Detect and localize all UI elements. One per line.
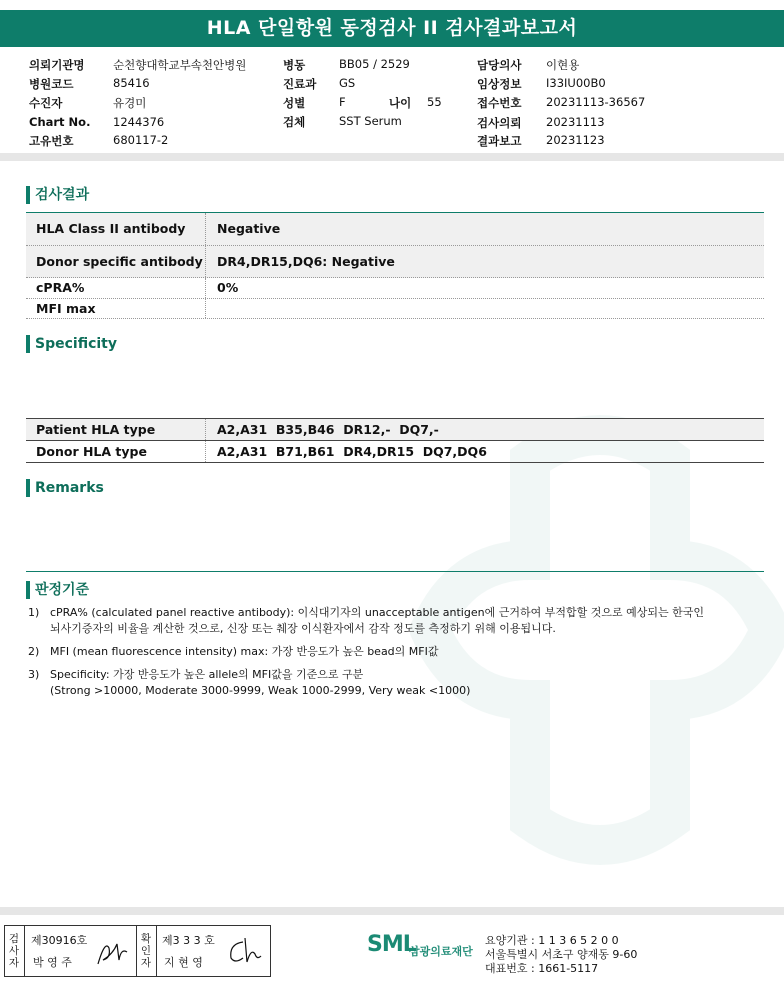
result-label: MFI max [26,299,206,318]
info-label: 성별 [283,96,306,110]
info-value: 이현용 [546,58,580,72]
remarks-heading: Remarks [26,479,104,497]
result-value: DR4,DR15,DQ6: Negative [217,254,395,269]
org-name: 삼광의료재단 [409,945,473,958]
info-label: 의뢰기관명 [29,58,85,72]
info-value: SST Serum [339,114,402,128]
result-label: Donor specific antibody [26,246,206,277]
criteria-text: (Strong >10000, Moderate 3000-9999, Weak 1000-2999, Very weak <1000) [50,684,471,697]
info-value: 85416 [113,76,150,90]
age-value: 55 [427,95,442,109]
divider [24,926,25,976]
criteria-text: MFI (mean fluorescence intensity) max: 가장 반응도가 높은 bead의 MFI값 [50,645,439,658]
hla-value: A2,A31 B35,B46 DR12,- DQ7,- [217,422,439,437]
info-value: 20231113 [546,115,605,129]
examiner-license: 제30916호 [31,934,88,947]
criteria-number: 2) [28,645,40,658]
info-label: 접수번호 [477,96,522,110]
patient-info [0,55,784,150]
info-label: 검사의뢰 [477,116,522,130]
criteria-text: cPRA% (calculated panel reactive antibody): 이식대기자의 unacceptable antigen에 근거하여 부적합할 것으로 예상되는 한국인 [50,606,704,619]
result-label: cPRA% [26,278,206,298]
hla-row [26,419,764,441]
confirmer-signature [225,934,265,968]
info-label: Chart No. [29,115,91,129]
info-value: 유경미 [113,96,147,110]
hla-row [26,441,764,463]
info-value: F [339,95,346,109]
confirmer-name: 지 현 영 [164,956,203,969]
age-label: 나이 [389,96,412,110]
sml-logo: SML [367,932,416,957]
info-label: 병동 [283,58,306,72]
criteria-item [28,605,728,639]
examiner-label: 검사자 [8,933,20,969]
criteria-item [28,644,728,662]
info-value: 20231113-36567 [546,95,646,109]
info-value: 680117-2 [113,133,169,147]
info-label: 고유번호 [29,134,74,148]
result-value: Negative [217,221,281,236]
info-label: 임상정보 [477,77,522,91]
hla-label: Patient HLA type [26,419,206,440]
examiner-signature [95,938,131,968]
info-label: 결과보고 [477,134,522,148]
result-row [26,213,764,246]
phone: 대표번호 : 1661-5117 [485,962,599,975]
info-label: 진료과 [283,77,317,91]
confirmer-license: 제3 3 3 호 [162,934,215,947]
specificity-heading: Specificity [26,335,117,353]
criteria-heading: 판정기준 [26,581,89,599]
info-label: 담당의사 [477,58,522,72]
result-row [26,299,764,319]
info-label: 병원코드 [29,77,74,91]
criteria-text: Specificity: 가장 반응도가 높은 allele의 MFI값을 기준으로 구분 [50,668,364,681]
info-value: GS [339,76,356,90]
footer [0,918,784,988]
criteria-number: 1) [28,606,40,619]
info-value: I33IU00B0 [546,76,606,90]
divider-band [0,153,784,161]
info-value: 1244376 [113,115,165,129]
signature-box [4,925,271,977]
result-value: 0% [217,280,239,295]
results-heading: 검사결과 [26,186,89,204]
divider [136,926,137,976]
confirmer-label: 확인자 [140,933,152,969]
info-value: 20231123 [546,133,605,147]
hla-value: A2,A31 B71,B61 DR4,DR15 DQ7,DQ6 [217,444,487,459]
criteria-number: 3) [28,668,40,681]
hla-label: Donor HLA type [26,441,206,462]
divider [156,926,157,976]
footer-divider [0,907,784,915]
remarks-bottom-rule [26,571,764,572]
address: 서울특별시 서초구 양재동 9-60 [485,948,638,961]
criteria-item [28,667,728,701]
info-label: 수진자 [29,96,63,110]
info-label: 검체 [283,115,306,129]
info-value: 순천향대학교부속천안병원 [113,58,247,72]
result-value [206,299,217,318]
institution-code: 요양기관 : 1 1 3 6 5 2 0 0 [485,934,619,947]
result-row [26,246,764,278]
examiner-name: 박 영 주 [33,956,72,969]
info-value: BB05 / 2529 [339,57,410,71]
criteria-text: 뇌사기증자의 비율을 계산한 것으로, 신장 또는 췌장 이식환자에서 감작 정도를 측정하기 위해 이용됩니다. [50,622,556,635]
result-row [26,278,764,299]
report-title: HLA 단일항원 동정검사 II 검사결과보고서 [0,10,784,47]
result-label: HLA Class II antibody [26,213,206,245]
